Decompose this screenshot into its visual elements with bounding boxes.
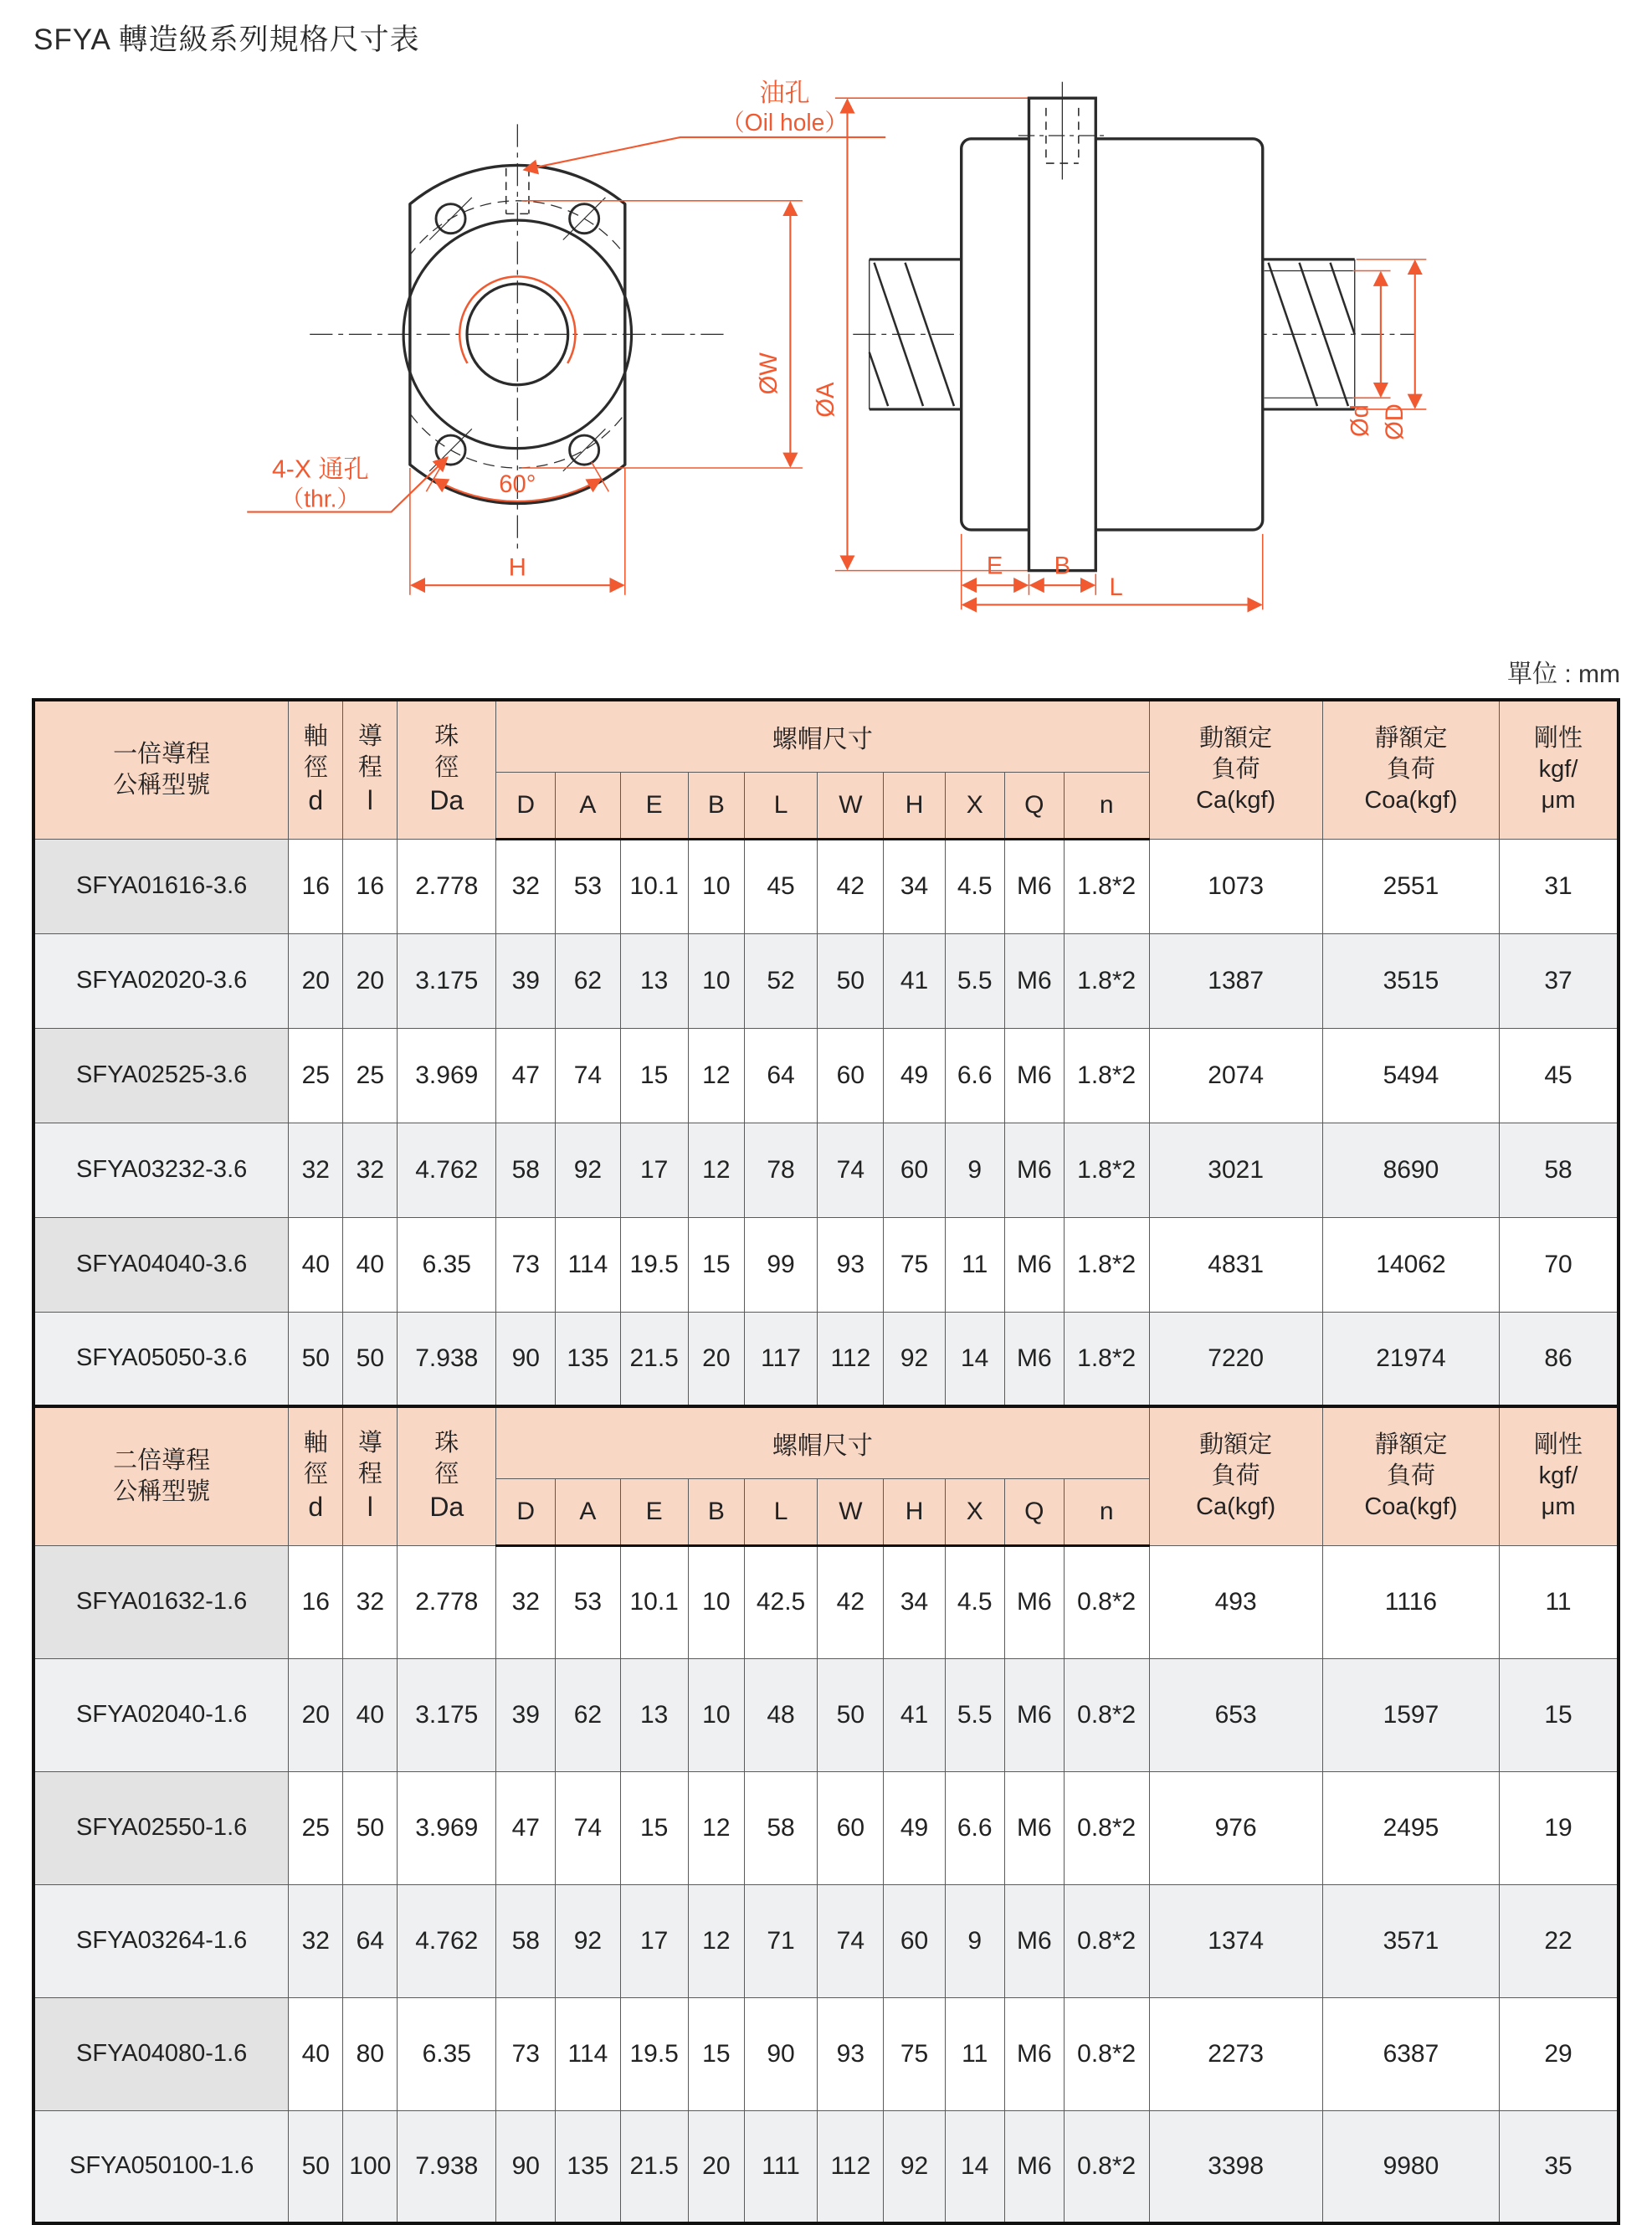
value-cell: 100	[343, 2110, 398, 2223]
value-cell: 20	[343, 933, 398, 1028]
value-cell: 3.969	[398, 1771, 496, 1884]
value-cell: 49	[884, 1771, 945, 1884]
model-cell: SFYA03232-3.6	[33, 1123, 289, 1217]
header-ball-dia: 珠 徑 Da	[398, 700, 496, 839]
value-cell: M6	[1004, 2110, 1064, 2223]
value-cell: 16	[289, 839, 343, 933]
value-cell: 135	[556, 1312, 620, 1406]
value-cell: 14	[945, 2110, 1004, 2223]
value-cell: 32	[496, 839, 556, 933]
value-cell: 32	[343, 1545, 398, 1658]
model-cell: SFYA02525-3.6	[33, 1028, 289, 1123]
value-cell: 99	[744, 1217, 817, 1312]
header-dynamic-load: 動額定 負荷 Ca(kgf)	[1149, 700, 1322, 839]
value-cell: 15	[620, 1771, 688, 1884]
value-cell: 112	[818, 1312, 884, 1406]
value-cell: 13	[620, 933, 688, 1028]
table-row	[33, 1997, 1619, 2110]
value-cell: M6	[1004, 1123, 1064, 1217]
header-stiffness: 剛性 kgf/ μm	[1500, 700, 1619, 839]
table-row	[33, 1771, 1619, 1884]
value-cell: 2551	[1322, 839, 1499, 933]
table-row	[33, 1545, 1619, 1658]
spec-table	[32, 698, 1620, 2225]
value-cell: 4.762	[398, 1884, 496, 1997]
value-cell: 48	[744, 1658, 817, 1771]
value-cell: 20	[688, 1312, 744, 1406]
value-cell: 15	[620, 1028, 688, 1123]
value-cell: 32	[343, 1123, 398, 1217]
table-row	[33, 933, 1619, 1028]
value-cell: 12	[688, 1028, 744, 1123]
value-cell: 92	[556, 1884, 620, 1997]
value-cell: 50	[343, 1312, 398, 1406]
value-cell: 12	[688, 1884, 744, 1997]
model-cell: SFYA05050-3.6	[33, 1312, 289, 1406]
value-cell: M6	[1004, 1997, 1064, 2110]
value-cell: 53	[556, 1545, 620, 1658]
model-cell: SFYA02020-3.6	[33, 933, 289, 1028]
value-cell: 8690	[1322, 1123, 1499, 1217]
value-cell: 20	[289, 1658, 343, 1771]
header-lead: 導 程 l	[343, 700, 398, 839]
value-cell: 50	[343, 1771, 398, 1884]
value-cell: 1.8*2	[1064, 933, 1149, 1028]
value-cell: 7220	[1149, 1312, 1322, 1406]
model-cell: SFYA01632-1.6	[33, 1545, 289, 1658]
header-col-H: H	[884, 1478, 945, 1545]
value-cell: 6.6	[945, 1028, 1004, 1123]
value-cell: 4.762	[398, 1123, 496, 1217]
value-cell: 11	[945, 1217, 1004, 1312]
value-cell: 1116	[1322, 1545, 1499, 1658]
value-cell: 19.5	[620, 1997, 688, 2110]
dim-w-label: ØW	[755, 352, 782, 395]
value-cell: 32	[289, 1123, 343, 1217]
value-cell: 6.35	[398, 1217, 496, 1312]
value-cell: 64	[744, 1028, 817, 1123]
table-row	[33, 1028, 1619, 1123]
value-cell: 16	[343, 839, 398, 933]
header-model-t1: 一倍導程 公稱型號	[33, 700, 289, 839]
value-cell: 40	[289, 1997, 343, 2110]
header-col-n: n	[1064, 772, 1149, 839]
value-cell: 32	[289, 1884, 343, 1997]
header-dynamic-load: 動額定 負荷 Ca(kgf)	[1149, 1406, 1322, 1545]
value-cell: 75	[884, 1997, 945, 2110]
value-cell: 90	[496, 2110, 556, 2223]
value-cell: 1597	[1322, 1658, 1499, 1771]
value-cell: 114	[556, 1217, 620, 1312]
value-cell: 34	[884, 1545, 945, 1658]
value-cell: 14062	[1322, 1217, 1499, 1312]
value-cell: 6.35	[398, 1997, 496, 2110]
value-cell: 52	[744, 933, 817, 1028]
value-cell: 58	[1500, 1123, 1619, 1217]
dim-d-small-label: Ød	[1347, 404, 1374, 438]
value-cell: 45	[744, 839, 817, 933]
model-cell: SFYA04080-1.6	[33, 1997, 289, 2110]
value-cell: M6	[1004, 1771, 1064, 1884]
through-hole-label-zh: 4-X 通孔	[272, 455, 369, 484]
header-static-load: 靜額定 負荷 Coa(kgf)	[1322, 1406, 1499, 1545]
value-cell: 0.8*2	[1064, 2110, 1149, 2223]
value-cell: 21974	[1322, 1312, 1499, 1406]
value-cell: 112	[818, 2110, 884, 2223]
through-hole-label-en: （thr.）	[280, 485, 361, 512]
value-cell: 41	[884, 1658, 945, 1771]
value-cell: 60	[884, 1123, 945, 1217]
value-cell: 41	[884, 933, 945, 1028]
value-cell: 1.8*2	[1064, 839, 1149, 933]
value-cell: 5494	[1322, 1028, 1499, 1123]
value-cell: 10.1	[620, 1545, 688, 1658]
value-cell: 1.8*2	[1064, 1312, 1149, 1406]
value-cell: 74	[818, 1123, 884, 1217]
value-cell: 3.175	[398, 1658, 496, 1771]
value-cell: 73	[496, 1997, 556, 2110]
value-cell: 47	[496, 1771, 556, 1884]
header-col-A: A	[556, 772, 620, 839]
value-cell: 2074	[1149, 1028, 1322, 1123]
value-cell: 74	[556, 1771, 620, 1884]
value-cell: M6	[1004, 1028, 1064, 1123]
header-col-W: W	[818, 1478, 884, 1545]
value-cell: 1.8*2	[1064, 1217, 1149, 1312]
value-cell: 74	[556, 1028, 620, 1123]
table2-header	[33, 1406, 1619, 1545]
value-cell: 25	[289, 1028, 343, 1123]
value-cell: 50	[289, 1312, 343, 1406]
oil-hole-label-en: （Oil hole）	[721, 109, 849, 136]
model-cell: SFYA04040-3.6	[33, 1217, 289, 1312]
model-cell: SFYA01616-3.6	[33, 839, 289, 933]
header-stiffness: 剛性 kgf/ μm	[1500, 1406, 1619, 1545]
oil-hole-callout	[524, 79, 885, 170]
dim-b-label: B	[1054, 552, 1071, 580]
value-cell: 5.5	[945, 933, 1004, 1028]
value-cell: M6	[1004, 839, 1064, 933]
through-hole-callout	[247, 455, 447, 512]
value-cell: 17	[620, 1884, 688, 1997]
value-cell: 10	[688, 839, 744, 933]
value-cell: 47	[496, 1028, 556, 1123]
value-cell: M6	[1004, 1217, 1064, 1312]
header-col-L: L	[744, 772, 817, 839]
value-cell: 2.778	[398, 1545, 496, 1658]
table-row	[33, 2110, 1619, 2223]
value-cell: 93	[818, 1217, 884, 1312]
model-cell: SFYA02040-1.6	[33, 1658, 289, 1771]
header-col-D: D	[496, 772, 556, 839]
value-cell: 1387	[1149, 933, 1322, 1028]
value-cell: 976	[1149, 1771, 1322, 1884]
table-row	[33, 1884, 1619, 1997]
value-cell: 5.5	[945, 1658, 1004, 1771]
header-col-B: B	[688, 1478, 744, 1545]
value-cell: 111	[744, 2110, 817, 2223]
table1-body	[33, 839, 1619, 1406]
value-cell: 0.8*2	[1064, 1771, 1149, 1884]
header-col-E: E	[620, 772, 688, 839]
value-cell: 3.175	[398, 933, 496, 1028]
header-col-A: A	[556, 1478, 620, 1545]
value-cell: 80	[343, 1997, 398, 2110]
value-cell: 74	[818, 1884, 884, 1997]
value-cell: 62	[556, 933, 620, 1028]
header-nut-dims: 螺帽尺寸	[496, 700, 1149, 772]
value-cell: 35	[1500, 2110, 1619, 2223]
header-col-Q: Q	[1004, 772, 1064, 839]
value-cell: 39	[496, 1658, 556, 1771]
value-cell: 22	[1500, 1884, 1619, 1997]
value-cell: 6387	[1322, 1997, 1499, 2110]
value-cell: 19	[1500, 1771, 1619, 1884]
value-cell: 6.6	[945, 1771, 1004, 1884]
value-cell: 13	[620, 1658, 688, 1771]
dim-d-big-label: ØD	[1382, 403, 1409, 440]
value-cell: 12	[688, 1123, 744, 1217]
value-cell: 20	[688, 2110, 744, 2223]
value-cell: 9	[945, 1884, 1004, 1997]
value-cell: 117	[744, 1312, 817, 1406]
header-ball-dia: 珠 徑 Da	[398, 1406, 496, 1545]
value-cell: 10	[688, 933, 744, 1028]
value-cell: 21.5	[620, 2110, 688, 2223]
value-cell: 17	[620, 1123, 688, 1217]
value-cell: 3398	[1149, 2110, 1322, 2223]
value-cell: 45	[1500, 1028, 1619, 1123]
header-col-L: L	[744, 1478, 817, 1545]
value-cell: 10	[688, 1545, 744, 1658]
ballscrew-drawing	[224, 62, 1438, 631]
value-cell: 90	[496, 1312, 556, 1406]
value-cell: 1.8*2	[1064, 1123, 1149, 1217]
value-cell: 3.969	[398, 1028, 496, 1123]
oil-hole-label-zh: 油孔	[759, 80, 810, 108]
value-cell: 58	[496, 1123, 556, 1217]
value-cell: 15	[688, 1997, 744, 2110]
dim-e-label: E	[986, 552, 1003, 580]
value-cell: 1374	[1149, 1884, 1322, 1997]
value-cell: 92	[556, 1123, 620, 1217]
value-cell: 1.8*2	[1064, 1028, 1149, 1123]
header-shaft-dia: 軸 徑 d	[289, 1406, 343, 1545]
table-row	[33, 1217, 1619, 1312]
value-cell: 71	[744, 1884, 817, 1997]
unit-note: 單位 : mm	[1507, 660, 1620, 688]
header-shaft-dia: 軸 徑 d	[289, 700, 343, 839]
value-cell: 53	[556, 839, 620, 933]
value-cell: 11	[945, 1997, 1004, 2110]
model-cell: SFYA050100-1.6	[33, 2110, 289, 2223]
value-cell: 2495	[1322, 1771, 1499, 1884]
value-cell: 114	[556, 1997, 620, 2110]
value-cell: 39	[496, 933, 556, 1028]
value-cell: 78	[744, 1123, 817, 1217]
model-cell: SFYA03264-1.6	[33, 1884, 289, 1997]
header-col-X: X	[945, 772, 1004, 839]
header-col-E: E	[620, 1478, 688, 1545]
value-cell: 3571	[1322, 1884, 1499, 1997]
value-cell: 73	[496, 1217, 556, 1312]
header-col-B: B	[688, 772, 744, 839]
value-cell: 0.8*2	[1064, 1658, 1149, 1771]
value-cell: 4.5	[945, 1545, 1004, 1658]
value-cell: 60	[818, 1028, 884, 1123]
value-cell: 4831	[1149, 1217, 1322, 1312]
value-cell: 14	[945, 1312, 1004, 1406]
value-cell: 34	[884, 839, 945, 933]
table2-body	[33, 1545, 1619, 2223]
value-cell: 58	[496, 1884, 556, 1997]
value-cell: 1073	[1149, 839, 1322, 933]
header-col-H: H	[884, 772, 945, 839]
value-cell: 25	[343, 1028, 398, 1123]
value-cell: 86	[1500, 1312, 1619, 1406]
table-row	[33, 1312, 1619, 1406]
value-cell: 37	[1500, 933, 1619, 1028]
table-row	[33, 1658, 1619, 1771]
ebl-dimensions	[962, 534, 1263, 610]
dim-l-label: L	[1109, 573, 1123, 601]
value-cell: 32	[496, 1545, 556, 1658]
page-title: SFYA 轉造級系列規格尺寸表	[33, 23, 420, 56]
value-cell: 20	[289, 933, 343, 1028]
value-cell: 10	[688, 1658, 744, 1771]
value-cell: 49	[884, 1028, 945, 1123]
value-cell: 9	[945, 1123, 1004, 1217]
value-cell: 40	[289, 1217, 343, 1312]
value-cell: 3021	[1149, 1123, 1322, 1217]
value-cell: 2.778	[398, 839, 496, 933]
value-cell: 15	[688, 1217, 744, 1312]
header-lead: 導 程 l	[343, 1406, 398, 1545]
header-model-t2: 二倍導程 公稱型號	[33, 1406, 289, 1545]
value-cell: 40	[343, 1217, 398, 1312]
value-cell: 92	[884, 2110, 945, 2223]
value-cell: 493	[1149, 1545, 1322, 1658]
technical-drawing	[32, 62, 1620, 648]
table-row	[33, 1123, 1619, 1217]
value-cell: 50	[818, 933, 884, 1028]
value-cell: 70	[1500, 1217, 1619, 1312]
value-cell: 11	[1500, 1545, 1619, 1658]
dim-a-label: ØA	[812, 382, 839, 418]
header-col-n: n	[1064, 1478, 1149, 1545]
value-cell: 653	[1149, 1658, 1322, 1771]
value-cell: 42	[818, 839, 884, 933]
value-cell: 60	[818, 1771, 884, 1884]
value-cell: 135	[556, 2110, 620, 2223]
value-cell: M6	[1004, 933, 1064, 1028]
dim-h-label: H	[508, 554, 526, 582]
value-cell: 29	[1500, 1997, 1619, 2110]
value-cell: 16	[289, 1545, 343, 1658]
value-cell: M6	[1004, 1312, 1064, 1406]
value-cell: 21.5	[620, 1312, 688, 1406]
nut-body	[962, 139, 1263, 530]
value-cell: 0.8*2	[1064, 1545, 1149, 1658]
value-cell: 64	[343, 1884, 398, 1997]
value-cell: 93	[818, 1997, 884, 2110]
value-cell: 7.938	[398, 2110, 496, 2223]
value-cell: 90	[744, 1997, 817, 2110]
table-row	[33, 839, 1619, 933]
value-cell: M6	[1004, 1884, 1064, 1997]
value-cell: 92	[884, 1312, 945, 1406]
header-nut-dims: 螺帽尺寸	[496, 1406, 1149, 1478]
value-cell: 31	[1500, 839, 1619, 933]
value-cell: 75	[884, 1217, 945, 1312]
value-cell: 3515	[1322, 933, 1499, 1028]
value-cell: 10.1	[620, 839, 688, 933]
value-cell: 4.5	[945, 839, 1004, 933]
header-col-X: X	[945, 1478, 1004, 1545]
value-cell: 12	[688, 1771, 744, 1884]
value-cell: 50	[818, 1658, 884, 1771]
value-cell: 0.8*2	[1064, 1884, 1149, 1997]
header-col-W: W	[818, 772, 884, 839]
value-cell: 19.5	[620, 1217, 688, 1312]
header-col-Q: Q	[1004, 1478, 1064, 1545]
value-cell: M6	[1004, 1658, 1064, 1771]
value-cell: 7.938	[398, 1312, 496, 1406]
value-cell: 2273	[1149, 1997, 1322, 2110]
value-cell: 9980	[1322, 2110, 1499, 2223]
value-cell: 62	[556, 1658, 620, 1771]
side-view	[853, 82, 1414, 571]
model-cell: SFYA02550-1.6	[33, 1771, 289, 1884]
value-cell: 58	[744, 1771, 817, 1884]
header-col-D: D	[496, 1478, 556, 1545]
value-cell: 50	[289, 2110, 343, 2223]
value-cell: 42	[818, 1545, 884, 1658]
value-cell: 60	[884, 1884, 945, 1997]
value-cell: 15	[1500, 1658, 1619, 1771]
header-static-load: 靜額定 負荷 Coa(kgf)	[1322, 700, 1499, 839]
value-cell: 42.5	[744, 1545, 817, 1658]
value-cell: M6	[1004, 1545, 1064, 1658]
value-cell: 40	[343, 1658, 398, 1771]
value-cell: 0.8*2	[1064, 1997, 1149, 2110]
table1-header	[33, 700, 1619, 839]
value-cell: 25	[289, 1771, 343, 1884]
angle-value: 60°	[499, 471, 536, 499]
